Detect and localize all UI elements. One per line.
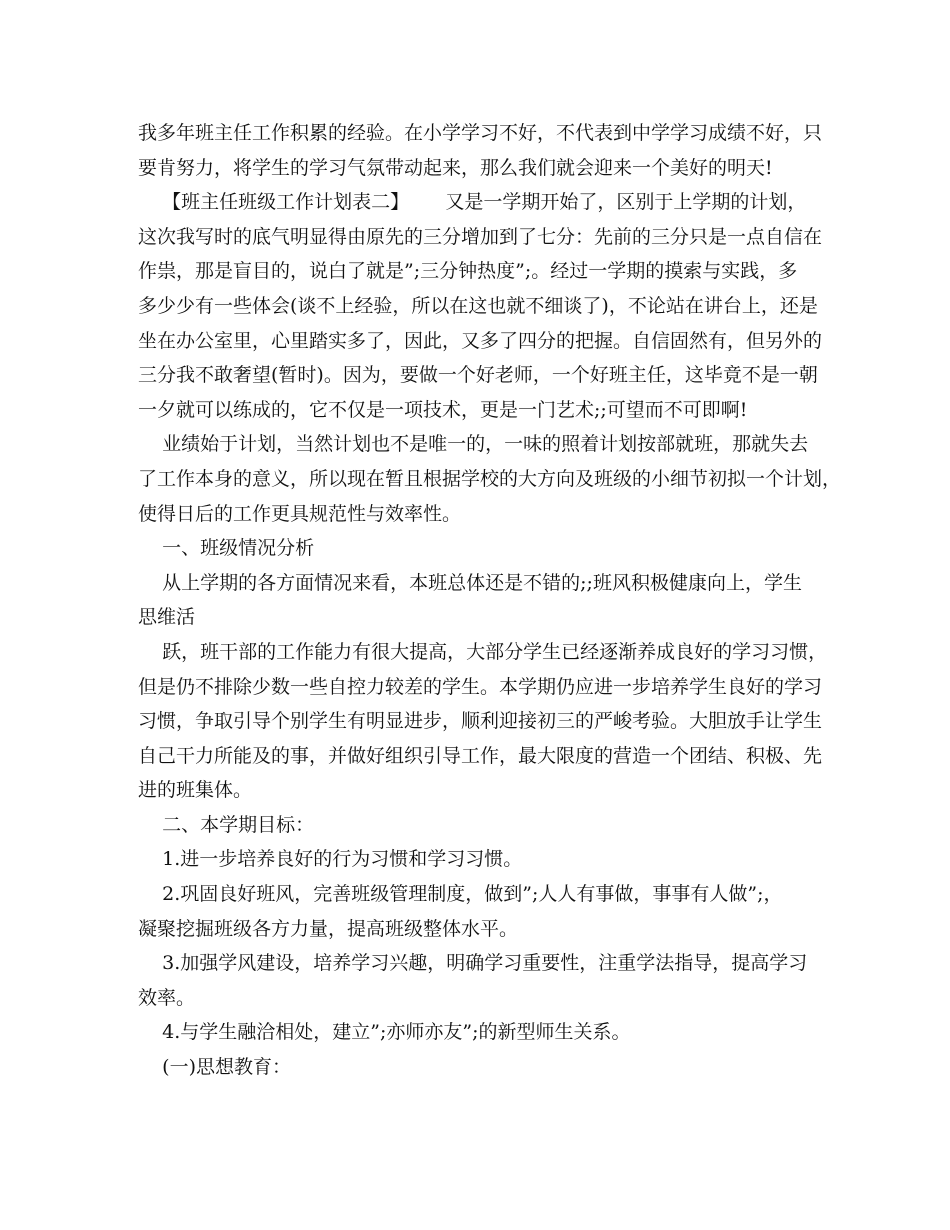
text-line: 跃，班干部的工作能力有很大提高，大部分学生已经逐渐养成良好的学习习惯， bbox=[138, 640, 828, 663]
text-line: 一夕就可以练成的，它不仅是一项技术，更是一门艺术;;可望而不可即啊! bbox=[138, 398, 748, 421]
text-line: 业绩始于计划，当然计划也不是唯一的，一味的照着计划按部就班，那就失去 bbox=[138, 433, 809, 456]
text-line: 多少少有一些体会(谈不上经验，所以在这也就不细谈了)，不论站在讲台上，还是 bbox=[138, 294, 818, 317]
text-line: 三分我不敢奢望(暂时)。因为，要做一个好老师，一个好班主任，这毕竟不是一朝 bbox=[138, 364, 818, 387]
text-line: 坐在办公室里，心里踏实多了，因此，又多了四分的把握。自信固然有，但另外的 bbox=[138, 329, 823, 352]
section-heading-line: 【班主任班级工作计划表二】 又是一学期开始了，区别于上学期的计划， bbox=[138, 191, 807, 214]
list-item: 2.巩固良好班风，完善班级管理制度，做到”;人人有事做，事事有人做”;， bbox=[138, 883, 783, 906]
text-line: 凝聚挖掘班级各方力量，提高班级整体水平。 bbox=[138, 917, 519, 940]
text-line: 自己干力所能及的事，并做好组织引导工作，最大限度的营造一个团结、积极、先 bbox=[138, 744, 823, 767]
text-line: 但是仍不排除少数一些自控力较差的学生。本学期仍应进一步培养学生良好的学习 bbox=[138, 675, 823, 698]
list-item: 3.加强学风建设，培养学习兴趣，明确学习重要性，注重学法指导，提高学习 bbox=[138, 952, 808, 975]
document-body bbox=[138, 116, 842, 1085]
text-line: 从上学期的各方面情况来看，本班总体还是不错的;;班风积极健康向上，学生 bbox=[138, 571, 802, 594]
list-item: 1.进一步培养良好的行为习惯和学习习惯。 bbox=[138, 848, 523, 871]
text-line: 这次我写时的底气明显得由原先的三分增加到了七分：先前的三分只是一点自信在 bbox=[138, 225, 823, 248]
text-line: 使得日后的工作更具规范性与效率性。 bbox=[138, 502, 462, 525]
text-line: 效率。 bbox=[138, 986, 196, 1009]
text-line: 习惯，争取引导个别学生有明显进步，顺利迎接初三的严峻考验。大胆放手让学生 bbox=[138, 710, 823, 733]
text-line: 进的班集体。 bbox=[138, 779, 253, 802]
text-line: 了工作本身的意义，所以现在暂且根据学校的大方向及班级的小细节初拟一个计划， bbox=[138, 467, 842, 490]
section-heading: 二、本学期目标： bbox=[138, 813, 315, 836]
text-line: 要肯努力，将学生的学习气氛带动起来，那么我们就会迎来一个美好的明天! bbox=[138, 156, 773, 179]
text-line: 作祟，那是盲目的，说白了就是”;三分钟热度”;。经过一学期的摸索与实践，多 bbox=[138, 260, 798, 283]
section-heading: 一、班级情况分析 bbox=[138, 537, 315, 560]
subsection-heading: (一)思想教育： bbox=[138, 1056, 291, 1079]
list-item: 4.与学生融洽相处，建立”;亦师亦友”;的新型师生关系。 bbox=[138, 1021, 631, 1044]
text-line: 我多年班主任工作积累的经验。在小学学习不好，不代表到中学学习成绩不好，只 bbox=[138, 122, 823, 144]
text-line: 思维活 bbox=[138, 606, 196, 629]
